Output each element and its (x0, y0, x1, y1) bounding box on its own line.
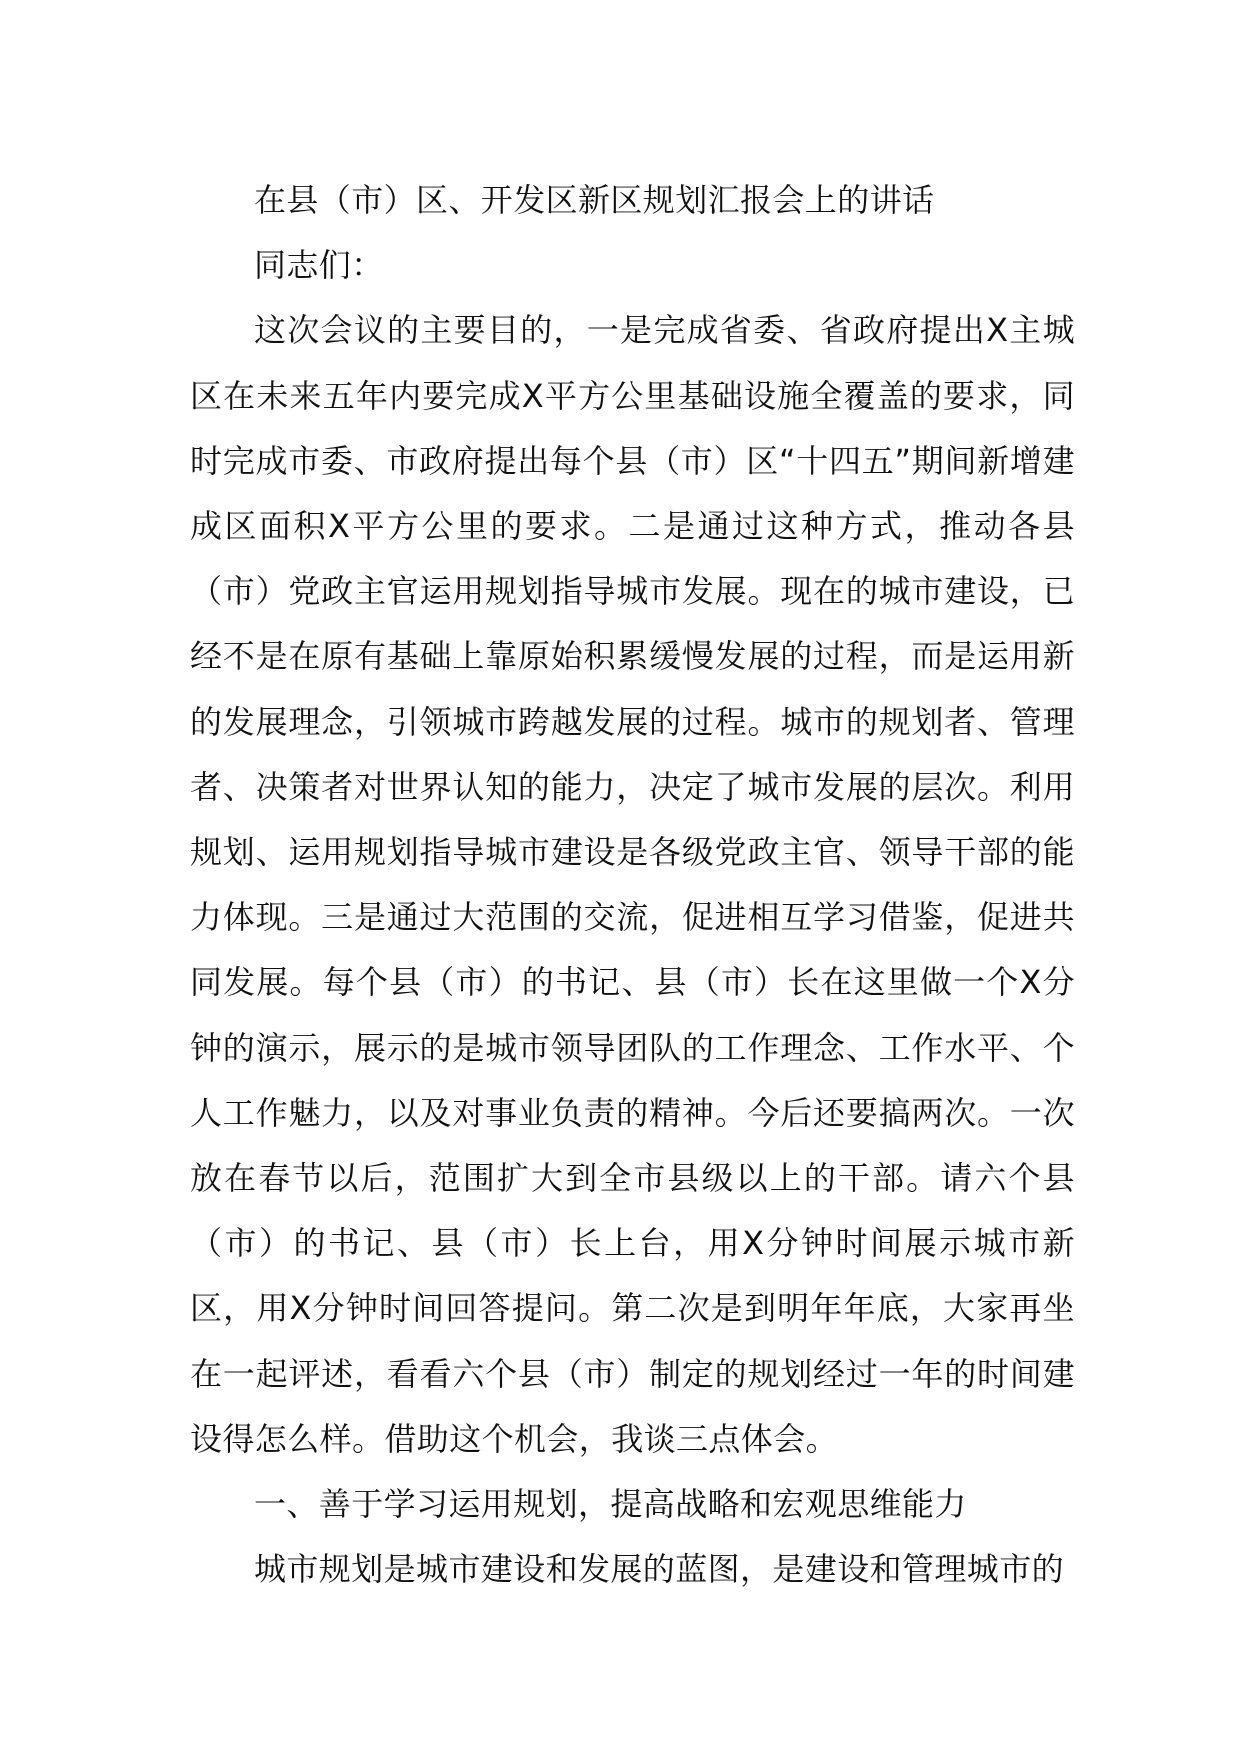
section-paragraph: 城市规划是城市建设和发展的蓝图，是建设和管理城市的 (254, 1550, 1065, 1589)
body-paragraph: 这次会议的主要目的，一是完成省委、省政府提出X主城区在未来五年内要完成X平方公里基础设施全覆盖的要求，同时完成市委、市政府提出每个县（市）区“十四五”期间新增建成区面积X平方公里的要求。二是通过这种方式，推动各县（市）党政主官运用规划指导城市发展。现在的城市建设，已经不是在原有基础上靠原始积累缓慢发展的过程，而是运用新的发展理念，引领城市跨越发展的过程。城市的规划者、管理者、决策者对世界认知的能力，决定了城市发展的层次。利用规划、运用规划指导城市建设是各级党政主官、领导干部的能力体现。三是通过大范围的交流，促进相互学习借鉴，促进共同发展。每个县（市）的书记、县（市）长在这里做一个X分钟的演示，展示的是城市领导团队的工作理念、工作水平、个人工作魅力，以及对事业负责的精神。今后还要搞两次。一次放在春节以后，范围扩大到全市县级以上的干部。请六个县（市）的书记、县（市）长上台，用X分钟时间展示城市新区，用X分钟时间回答提问。第二次是到明年年底，大家再坐在一起评述，看看六个县（市）制定的规划经过一年的时间建设得怎么样。借助这个机会，我谈三点体会。 (190, 311, 1075, 1458)
document-title: 在县（市）区、开发区新区规划汇报会上的讲话 (254, 181, 935, 219)
section-heading: 一、善于学习运用规划，提高战略和宏观思维能力 (254, 1485, 967, 1524)
salutation: 同志们： (254, 246, 384, 285)
document-body (190, 168, 1075, 1602)
